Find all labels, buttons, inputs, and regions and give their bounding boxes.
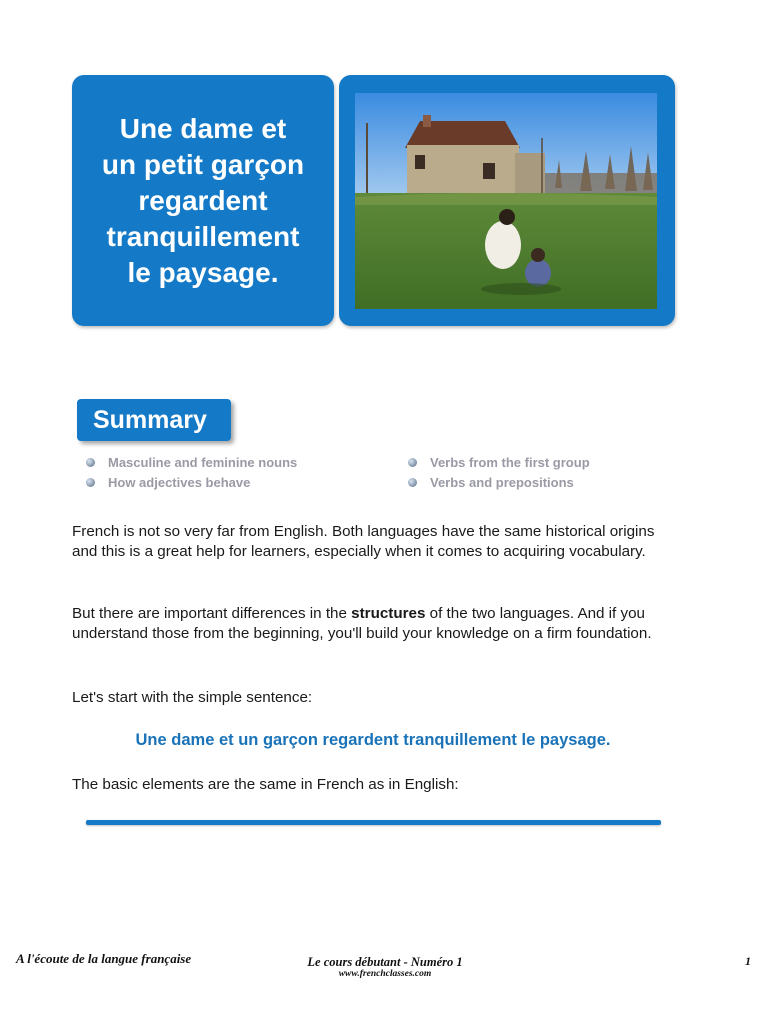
lead-in-paragraph: Let's start with the simple sentence: xyxy=(72,689,313,706)
footer-url[interactable]: www.frenchclasses.com xyxy=(338,969,432,979)
bullet-icon xyxy=(408,478,417,487)
footer-course-title: Le cours débutant - Numéro 1 xyxy=(307,955,463,969)
paragraph-text: of the two languages. And if you understand those from the beginning, you'll build your knowledge on a firm foundation. xyxy=(72,605,652,642)
summary-item xyxy=(86,475,250,490)
bold-term: structures xyxy=(351,605,426,622)
summary-item-label: Verbs from the first group xyxy=(430,455,590,470)
paragraph-text: But there are important differences in the xyxy=(72,605,352,622)
bullet-icon xyxy=(408,458,417,467)
divider-bar xyxy=(86,820,661,825)
page-number: 1 xyxy=(745,954,751,968)
footer-publication-title: A l'écoute de la langue française xyxy=(16,951,192,966)
structures-paragraph xyxy=(72,604,672,644)
summary-item-label: How adjectives behave xyxy=(108,475,251,490)
hero-photo-panel xyxy=(339,75,675,326)
bullet-icon xyxy=(86,458,95,467)
hero-title: Une dame et un petit garçon regardent tranquillement le paysage. xyxy=(101,112,305,288)
example-sentence: Une dame et un garçon regardent tranquillement le paysage. xyxy=(135,731,611,749)
summary-badge: Summary xyxy=(77,399,231,441)
summary-item xyxy=(408,455,590,470)
elements-paragraph: The basic elements are the same in French as in English: xyxy=(72,776,459,793)
summary-item-label: Verbs and prepositions xyxy=(430,475,574,490)
countryside-photo-icon xyxy=(355,93,657,309)
intro-paragraph: French is not so very far from English. Both languages have the same historical origins and this is a great help for learners, especially when it comes to acquiring vocabulary. xyxy=(72,523,655,560)
bullet-icon xyxy=(86,478,95,487)
hero-title-panel xyxy=(72,75,334,326)
summary-item xyxy=(408,475,574,490)
summary-item xyxy=(86,455,297,470)
summary-item-label: Masculine and feminine nouns xyxy=(108,455,298,470)
footer-course-info xyxy=(270,955,500,979)
